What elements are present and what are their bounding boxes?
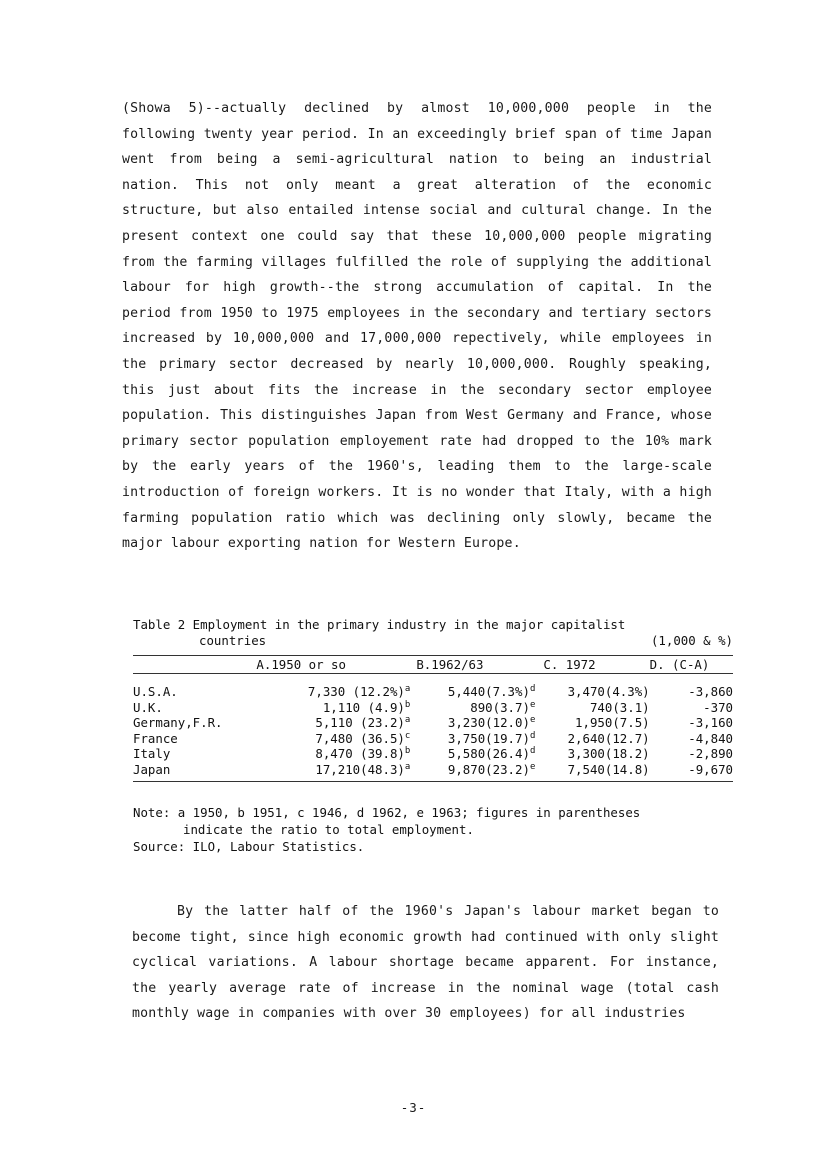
note-line-2: indicate the ratio to total employment. bbox=[183, 822, 474, 837]
cell-a: $17,210(48.3)^a$ bbox=[315, 761, 411, 777]
note-line-1: Note: a 1950, b 1951, c 1946, d 1962, e 1963; figures in parentheses bbox=[133, 805, 641, 820]
table-caption-line-1: Table 2 Employment in the primary industry in the major capitalist bbox=[133, 617, 626, 632]
table-notes bbox=[133, 804, 733, 855]
cell-a: 1,110 $(4.9)^b$ bbox=[322, 699, 411, 715]
cell-b: $9,870(23.2)^e$ bbox=[447, 761, 536, 777]
page-number: -3- bbox=[400, 1100, 427, 1115]
cell-c: 3,300(18.2) bbox=[567, 746, 650, 761]
header-a: A.1950 or so bbox=[254, 656, 416, 674]
cell-d: -4,840 bbox=[688, 730, 733, 746]
cell-b: $3,750(19.7)^d$ bbox=[447, 730, 536, 746]
cell-d: -3,860 bbox=[688, 684, 733, 699]
cell-d: -3,160 bbox=[688, 715, 733, 730]
cell-c: 7,540(14.8) bbox=[567, 761, 650, 777]
cell-d: -370 bbox=[703, 699, 733, 715]
cell-a: 5,110 $(23.2)^a$ bbox=[315, 715, 411, 730]
cell-country: Italy bbox=[133, 746, 171, 761]
cell-b: $3,230(12.0)^e$ bbox=[447, 715, 536, 730]
header-country bbox=[133, 656, 254, 674]
cell-c: 740(3.1) bbox=[589, 699, 650, 715]
table-row bbox=[133, 674, 733, 700]
cell-a: 7,480 $(36.5)^c$ bbox=[315, 730, 411, 746]
cell-a: 7,330 $(12.2\%)^a$ bbox=[307, 684, 411, 699]
table-row bbox=[133, 700, 733, 716]
table-row bbox=[133, 762, 733, 778]
cell-c: 3,470(4.3%) bbox=[567, 684, 650, 699]
paragraph-2: By the latter half of the 1960's Japan's labour market began to become tight, since high economic growth had continued with only slight cyclical variations. A labour shortage became apparent. For instance, the yearly average rate of increase in the nominal wage (total cash monthly wage in companies with over 30 employees) for all industries bbox=[132, 904, 719, 1022]
employment-table bbox=[133, 656, 733, 777]
cell-c: 2,640(12.7) bbox=[567, 730, 650, 746]
table-caption bbox=[133, 617, 733, 649]
cell-country: Japan bbox=[133, 761, 171, 777]
table-caption-line-2: countries bbox=[199, 633, 267, 648]
cell-a: 8,470 $(39.8)^b$ bbox=[315, 746, 411, 761]
cell-d: -9,670 bbox=[688, 761, 733, 777]
cell-country: U.K. bbox=[133, 699, 163, 715]
cell-b: $5,440(7.3\%)^d$ bbox=[447, 684, 536, 699]
cell-d: -2,890 bbox=[688, 746, 733, 761]
paragraph-1: (Showa 5)--actually declined by almost 10,000,000 people in the following twenty year period. In an exceedingly brief span of time Japan went from being a semi-agricultural nation to being an industrial nation. This not only meant a great alteration of the economic structure, but also entailed intense social and cultural change. In the present context one could say that these 10,000,000 people migrating from the farming villages fulfilled the role of supplying the additional labour for high growth--the strong accumulation of capital. In the period from 1950 to 1975 employees in the secondary and tertiary sectors increased by 10,000,000 and 17,000,000 repectively, while employees in the primary sector decreased by nearly 10,000,000. Roughly speaking, this just about fits the increase in the secondary sector employee population. This distinguishes Japan from West Germany and France, whose primary sector population employement rate had dropped to the 10% mark by the early years of the 1960's, leading them to the large-scale introduction of foreign workers. It is no wonder that Italy, with a high farming population ratio which was declining only slowly, became the major labour exporting nation for Western Europe. bbox=[122, 101, 712, 552]
table-row bbox=[133, 746, 733, 762]
cell-country: France bbox=[133, 730, 178, 746]
employment-table-block bbox=[133, 617, 733, 855]
table-source: Source: ILO, Labour Statistics. bbox=[133, 839, 365, 854]
table-header-row bbox=[133, 656, 733, 674]
header-d: D. (C-A) bbox=[650, 656, 733, 674]
cell-c: 1,950(7.5) bbox=[575, 715, 650, 730]
cell-country: Germany,F.R. bbox=[133, 715, 223, 730]
header-b: B.1962/63 bbox=[416, 656, 535, 674]
cell-b: $890(3.7)^e$ bbox=[470, 699, 536, 715]
table-row bbox=[133, 715, 733, 731]
cell-country: U.S.A. bbox=[133, 684, 178, 699]
cell-b: $5,580(26.4)^d$ bbox=[447, 746, 536, 761]
table-bottom-rule bbox=[133, 781, 733, 782]
table-unit: (1,000 & %) bbox=[650, 633, 733, 648]
table-row bbox=[133, 731, 733, 747]
header-c: C. 1972 bbox=[535, 656, 649, 674]
